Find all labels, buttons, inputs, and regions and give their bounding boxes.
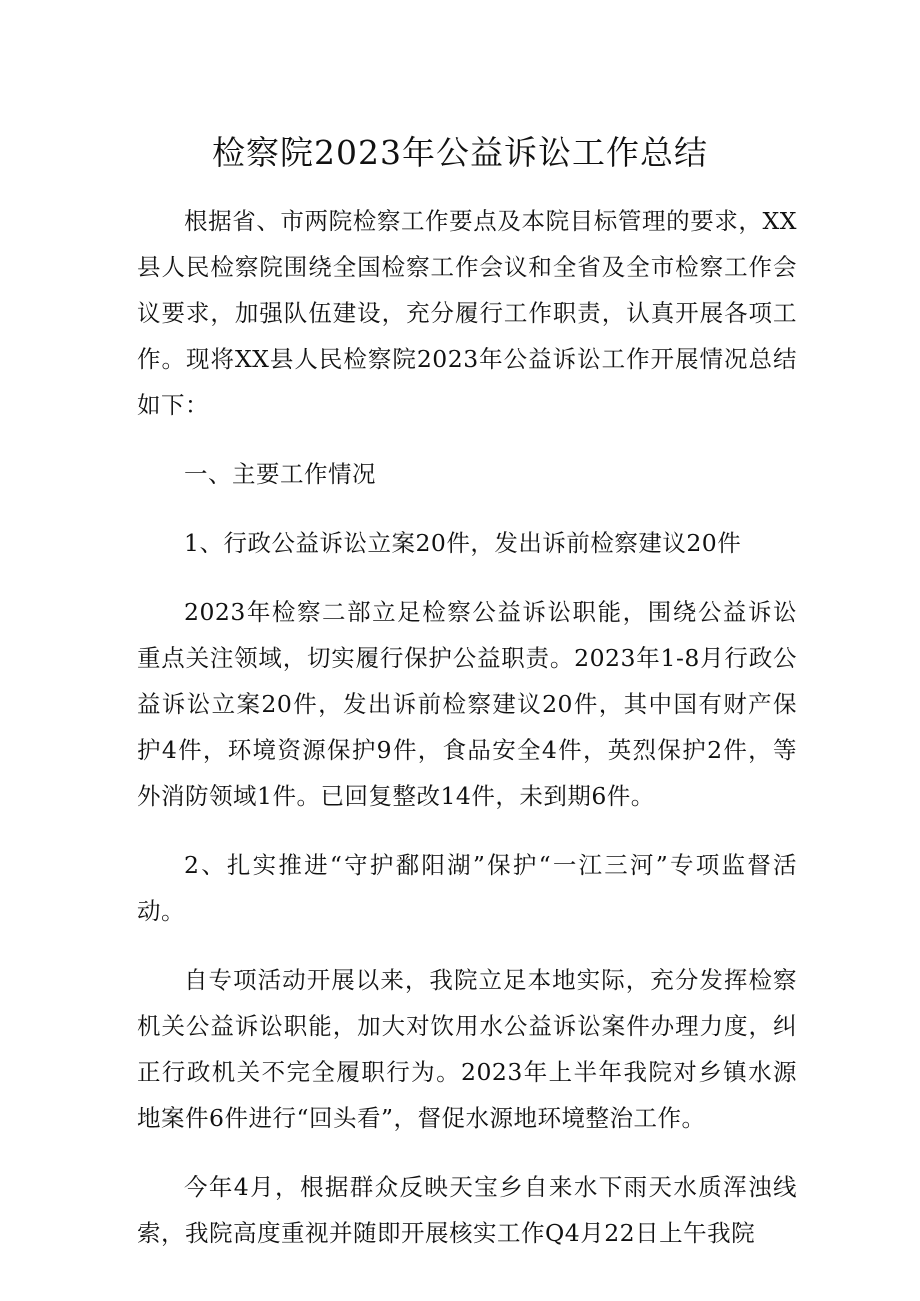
- section-heading-main-work: 一、主要工作情况: [184, 460, 376, 488]
- subheading-poyang-lake-campaign: 2、扎实推进“守护鄱阳湖”保护“一江三河”专项监督活动。: [137, 851, 797, 925]
- paragraph-water-quality-case: 今年4月，根据群众反映天宝乡自来水下雨天水质浑浊线索，我院高度重视并随即开展核实工作Q4月22日上午我院: [137, 1173, 797, 1247]
- subheading-administrative-litigation: 1、行政公益诉讼立案20件，发出诉前检察建议20件: [184, 529, 742, 557]
- document-body: [137, 198, 797, 1279]
- intro-paragraph: 根据省、市两院检察工作要点及本院目标管理的要求，XX县人民检察院围绕全国检察工作会议和全省及全市检察工作会议要求，加强队伍建设，充分履行工作职责，认真开展各项工作。现将XX县人民检察院2023年公益诉讼工作开展情况总结如下：: [137, 207, 797, 419]
- paragraph-campaign-details: 自专项活动开展以来，我院立足本地实际，充分发挥检察机关公益诉讼职能，加大对饮用水公益诉讼案件办理力度，纠正行政机关不完全履职行为。2023年上半年我院对乡镇水源地案件6件进行“回头看”，督促水源地环境整治工作。: [137, 966, 797, 1132]
- paragraph-case-statistics: 2023年检察二部立足检察公益诉讼职能，围绕公益诉讼重点关注领域，切实履行保护公益职责。2023年1-8月行政公益诉讼立案20件，发出诉前检察建议20件，其中国有财产保护4件，环境资源保护9件，食品安全4件，英烈保护2件，等外消防领域1件。已回复整改14件，未到期6件。: [137, 598, 797, 810]
- document-title: 检察院2023年公益诉讼工作总结: [212, 133, 708, 172]
